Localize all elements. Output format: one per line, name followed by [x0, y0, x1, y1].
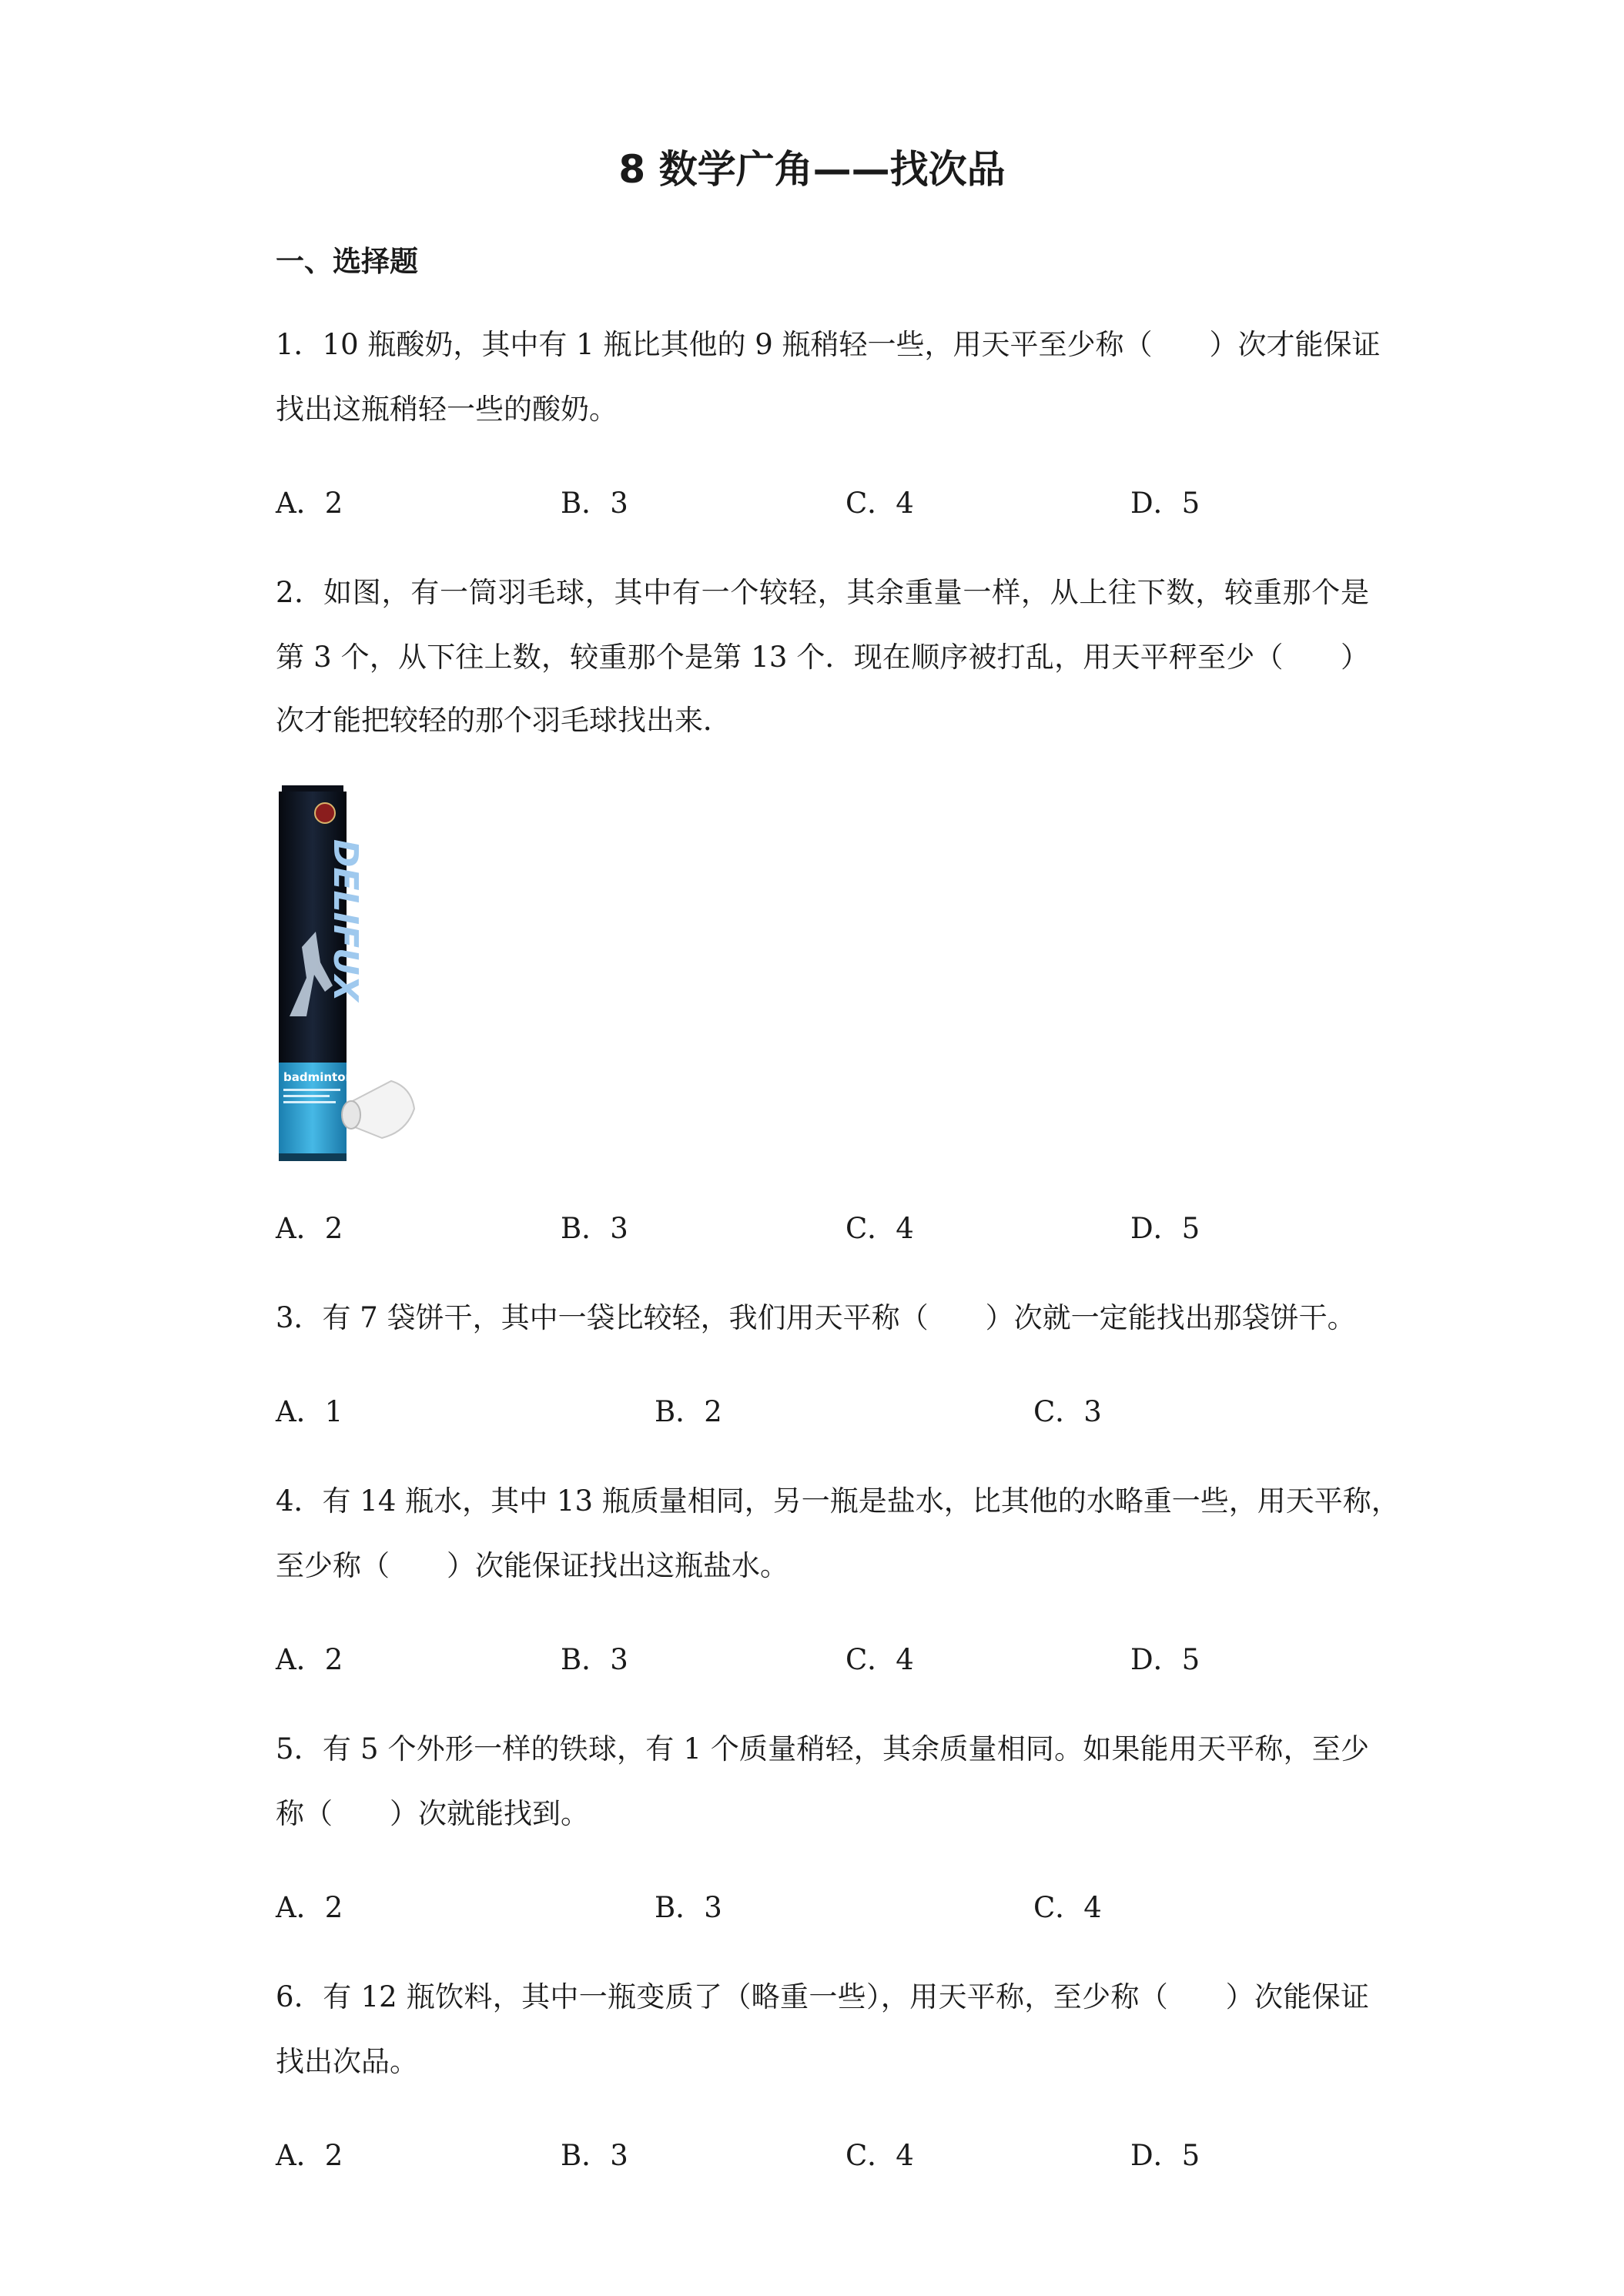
- q6-option-c: C．4: [845, 2139, 914, 2172]
- section-title: 一、选择题: [276, 245, 418, 278]
- q6-option-d: D．5: [1130, 2139, 1200, 2172]
- q4-option-b: B．3: [561, 1643, 628, 1676]
- q2-option-b: B．3: [561, 1212, 628, 1245]
- q4-option-d: D．5: [1130, 1643, 1200, 1676]
- q3-option-b: B．2: [655, 1395, 722, 1428]
- question-5-line-2: 称（ ）次就能找到。: [276, 1797, 589, 1830]
- q2-option-c: C．4: [845, 1212, 914, 1245]
- tube-bottom: [279, 1153, 347, 1161]
- label-line: [283, 1095, 330, 1097]
- label-line: [283, 1089, 340, 1091]
- badminton-label: badminton: [283, 1070, 354, 1084]
- q3-option-a: A．1: [276, 1395, 343, 1428]
- question-6-line-2: 找出次品。: [276, 2045, 418, 2078]
- question-5-line-1: 5．有 5 个外形一样的铁球，有 1 个质量稍轻，其余质量相同。如果能用天平称，至少: [276, 1732, 1369, 1766]
- q6-option-a: A．2: [276, 2139, 343, 2172]
- question-1-line-2: 找出这瓶稍轻一些的酸奶。: [276, 393, 618, 426]
- question-4-line-2: 至少称（ ）次能保证找出这瓶盐水。: [276, 1549, 789, 1582]
- q1-option-c: C．4: [845, 487, 914, 520]
- q4-option-c: C．4: [845, 1643, 914, 1676]
- q6-option-b: B．3: [561, 2139, 628, 2172]
- question-3-line-1: 3．有 7 袋饼干，其中一袋比较轻，我们用天平称（ ）次就一定能找出那袋饼干。: [276, 1301, 1356, 1334]
- q2-option-a: A．2: [276, 1212, 343, 1245]
- question-2-line-2: 第 3 个，从下往上数，较重那个是第 13 个．现在顺序被打乱，用天平秤至少（ ）: [276, 641, 1369, 674]
- q3-option-c: C．3: [1033, 1395, 1102, 1428]
- q1-option-b: B．3: [561, 487, 628, 520]
- page-title: 8 数学广角——找次品: [618, 147, 1006, 192]
- brand-emblem: [315, 803, 335, 823]
- question-6-line-1: 6．有 12 瓶饮料，其中一瓶变质了（略重一些），用天平称，至少称（ ）次能保证: [276, 1980, 1369, 2013]
- q1-option-a: A．2: [276, 487, 343, 520]
- question-4-line-1: 4．有 14 瓶水，其中 13 瓶质量相同，另一瓶是盐水，比其他的水略重一些，用天平称，: [276, 1484, 1400, 1518]
- q1-option-d: D．5: [1130, 487, 1200, 520]
- q5-option-c: C．4: [1033, 1891, 1102, 1924]
- shuttlecock-tube-image: [276, 785, 419, 1161]
- label-line: [283, 1101, 336, 1103]
- q4-option-a: A．2: [276, 1643, 343, 1676]
- shuttlecock-base: [342, 1101, 360, 1129]
- brand-text: DELIFUX: [326, 839, 365, 1002]
- question-2-line-3: 次才能把较轻的那个羽毛球找出来．: [276, 704, 732, 737]
- q5-option-b: B．3: [655, 1891, 722, 1924]
- question-2-line-1: 2．如图，有一筒羽毛球，其中有一个较轻，其余重量一样，从上往下数，较重那个是: [276, 576, 1369, 609]
- q5-option-a: A．2: [276, 1891, 343, 1924]
- q2-option-d: D．5: [1130, 1212, 1200, 1245]
- question-1-line-1: 1．10 瓶酸奶，其中有 1 瓶比其他的 9 瓶稍轻一些，用天平至少称（ ）次才能保证: [276, 328, 1381, 361]
